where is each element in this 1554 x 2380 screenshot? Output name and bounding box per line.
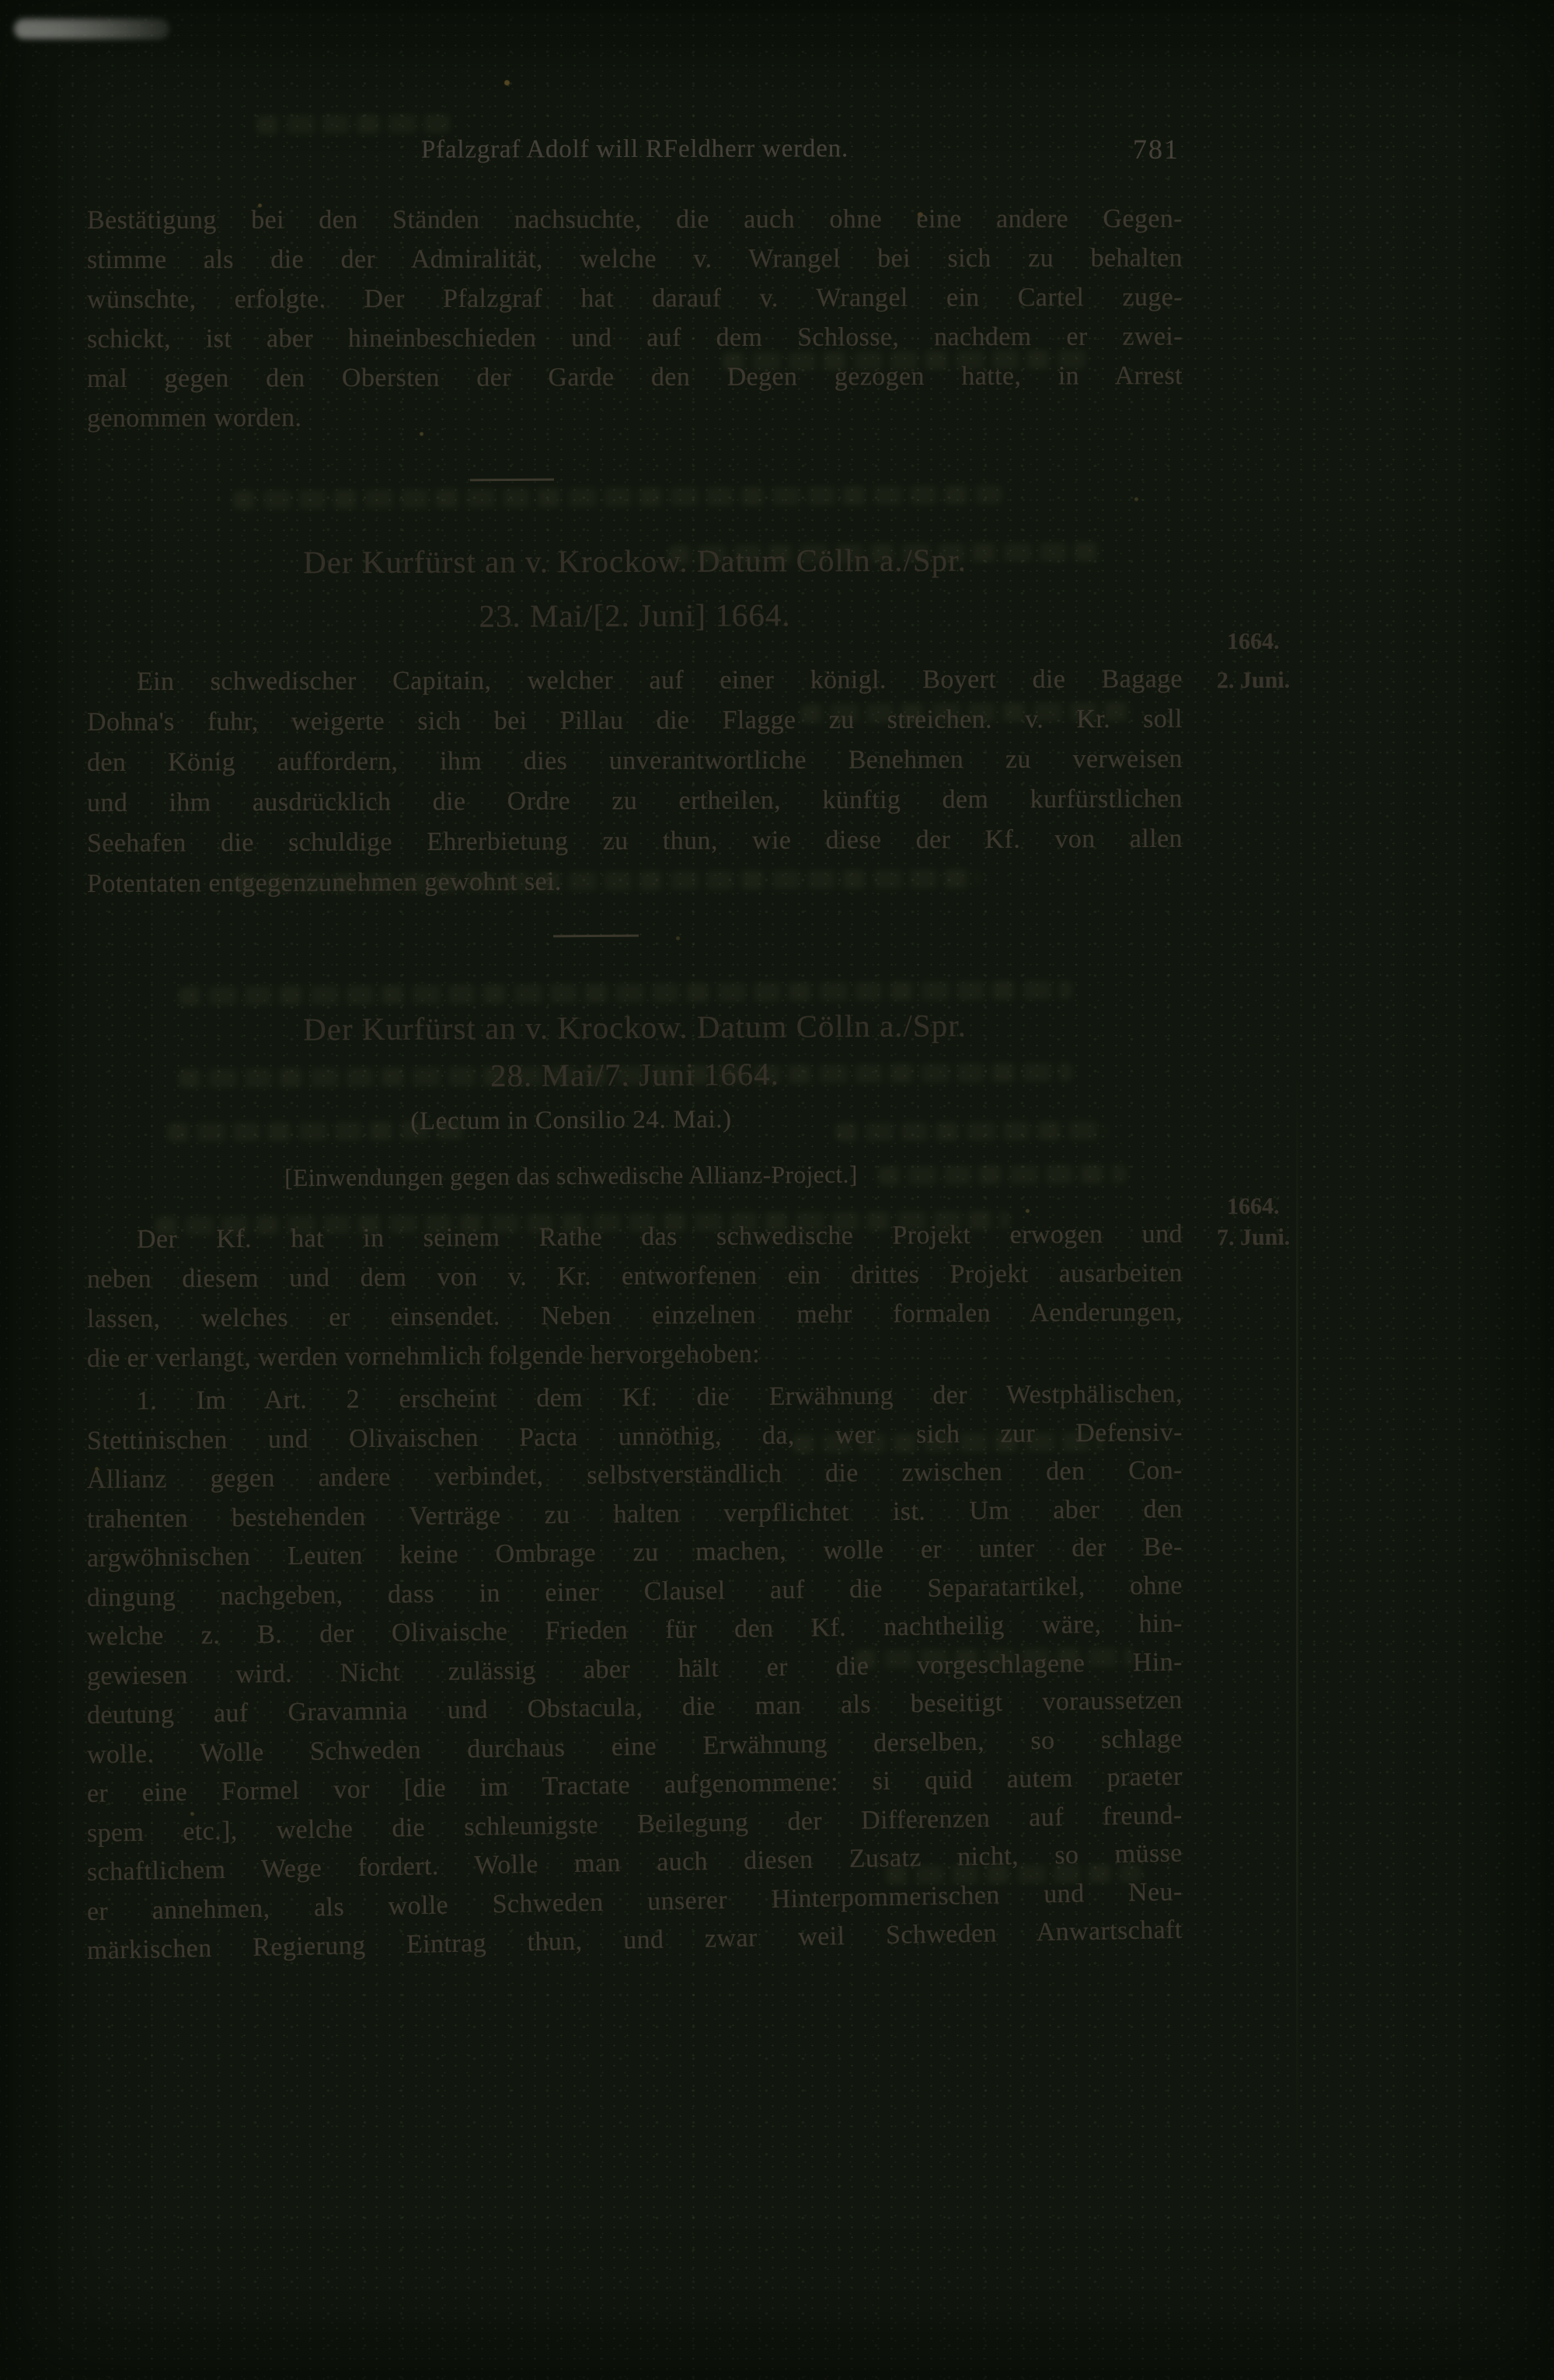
- entry2-lectum-note: (Lectum in Consilio 24. Mai.): [410, 1105, 732, 1136]
- entry2-summary-note: [Einwendungen gegen das schwedische Allianz-Project.]: [284, 1160, 858, 1192]
- entry2-margin-date: [1187, 1190, 1320, 1253]
- page-header: [87, 135, 1183, 182]
- page-number: 781: [1133, 134, 1179, 165]
- section-divider-2: [553, 935, 639, 938]
- margin-day: 7. Juni.: [1216, 1224, 1291, 1251]
- bleed-through-ghost-line: [256, 114, 451, 134]
- margin-day: 2. Juni.: [1216, 667, 1291, 694]
- entry1-heading-line1: Der Kurfürst an v. Krockow. Datum Cölln a./Spr.: [303, 542, 967, 580]
- continuation-paragraph: Bestätigung bei den Ständen nachsuchte, die auch ohne eine andere Gegen- stimme als die der Admiralität, welche v. Wrangel bei sich zu behalten wünschte, erfolgte. Der Pfalzgraf hat darauf v. Wrangel ein Cartel zuge- schickt, ist aber hineinbeschieden und auf dem Schlosse, nachdem er zwei- mal gegen den Obersten der Garde den Degen gezogen hatte, in Arrest genommen worden.: [86, 204, 1183, 433]
- entry1-heading-line2: 23. Mai/[2. Juni] 1664.: [479, 597, 791, 634]
- entry1-margin-date: [1187, 622, 1319, 701]
- entry2-heading-line2: 28. Mai/7. Juni 1664.: [490, 1055, 780, 1094]
- entry2-heading-line1: Der Kurfürst an v. Krockow. Datum Cölln a./Spr.: [303, 1007, 967, 1047]
- entry2-paragraph-2: 1. Im Art. 2 erscheint dem Kf. die Erwähnung der Westphälischen, Stettinischen und Olivaischen Pacta unnöthig, da, wer sich zur Defensiv- Allianz gegen andere verbindet, selbstverständlich die zwischen den Con- trahenten bestehenden Verträge zu halten verpflichtet ist. Um aber den argwöhnischen Leuten keine Ombrage zu machen, wolle er unter der Be- dingung nachgeben, dass in einer Clausel auf die Separatartikel, ohne welche z. B. der Olivaische Frieden für den Kf. nachtheilig wäre, hin- gewiesen wird. Nicht zulässig aber hält er die vorgeschlagene Hin- deutung auf Gravamnia und Obstacula, die man als beseitigt voraussetzen wolle. Wolle Schweden durchaus eine Erwähnung derselben, so schlage er eine Formel vor [die im Tractate aufgenommene: si quid autem praeter spem etc.], welche die schleunigste Beilegung der Differenzen auf freund- schaftlichem Wege fordert. Wolle man auch diesen Zusatz nicht, so müsse er annehmen, als wolle Schweden unserer Hinterpommerischen und Neu- märkischen Regierung Eintrag thun, und zwar weil Schweden Anwartschaft: [86, 1379, 1183, 1965]
- running-header: Pfalzgraf Adolf will RFeldherr werden.: [420, 134, 849, 164]
- margin-year: 1664.: [1226, 1193, 1280, 1220]
- bleed-through-ghost-line: [179, 981, 1072, 1005]
- foxing-specks: [0, 0, 4, 4]
- entry1-body: Ein schwedischer Capitain, welcher auf einer königl. Boyert die Bagage Dohna's fuhr, weigerte sich bei Pillau die Flagge zu streichen. v. Kr. soll den König auffordern, ihm dies unverantwortliche Benehmen zu verweisen und ihm ausdrücklich die Ordre zu ertheilen, künftig dem kurfürstlichen Seehafen die schuldige Ehrerbietung zu thun, wie diese der Kf. von allen Potentaten entgegenzunehmen gewohnt sei.: [86, 664, 1183, 898]
- entry2-paragraph-1: Der Kf. hat in seinem Rathe das schwedische Projekt erwogen und neben diesem und dem von v. Kr. entworfenen ein drittes Projekt ausarbeiten lassen, welches er einsendet. Neben einzelnen mehr formalen Aenderungen, die er verlangt, werden vornehmlich folgende hervorgehoben:: [86, 1219, 1183, 1373]
- margin-year: 1664.: [1227, 628, 1280, 655]
- section-divider-1: [470, 479, 554, 482]
- bleed-through-ghost-line: [233, 486, 1002, 510]
